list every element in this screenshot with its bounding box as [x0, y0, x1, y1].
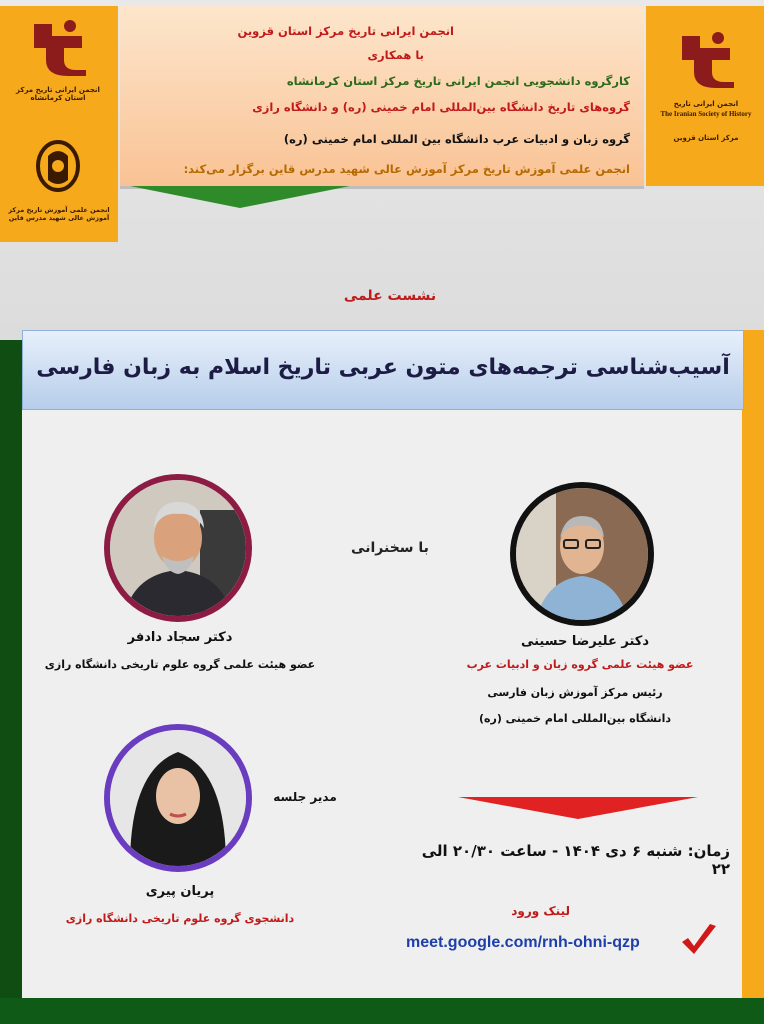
moderator-role-1: دانشجوی گروه علوم تاریخی دانشگاه رازی	[65, 912, 295, 925]
with-speech-label: با سخنرانی	[351, 540, 429, 556]
left-top-logo-text: انجمن ایرانی تاریخ مرکز استان کرمانشاه	[16, 86, 100, 102]
speaker1-role-1: عضو هیئت علمی گروه زبان و ادبیات عرب	[466, 658, 694, 671]
left-logo-panel	[0, 6, 118, 242]
event-type: نشست علمی	[343, 288, 437, 304]
moderator-name: پریان پیری	[145, 884, 215, 899]
speaker1-name: دکتر علیرضا حسینی	[520, 634, 650, 649]
education-logo-icon	[30, 136, 86, 200]
right-logo-panel	[646, 6, 764, 186]
speaker2-photo	[104, 474, 252, 622]
speaker1-role-2: رئیس مرکز آموزش زبان فارسی	[487, 686, 663, 699]
right-orange-bar	[742, 330, 764, 1024]
right-logo-fa: انجمن ایرانی تاریخ	[673, 100, 739, 108]
moderator-label: مدیر جلسه	[273, 790, 337, 804]
header-line-4: گروه‌های تاریخ دانشگاه بین‌المللی امام خمینی (ره) و دانشگاه رازی	[252, 100, 630, 114]
right-margin	[764, 0, 774, 1024]
person-icon	[110, 480, 246, 616]
person-icon	[110, 730, 246, 866]
speaker2-name: دکتر سجاد دادفر	[127, 630, 233, 645]
title-band	[22, 330, 744, 410]
right-logo-en: The Iranian Society of History	[660, 110, 752, 118]
person-icon	[516, 488, 648, 620]
header-green-triangle	[130, 186, 350, 208]
header-line-6: انجمن علمی آموزش تاریخ مرکز آموزش عالی شهید مدرس قاین برگزار می‌کند:	[183, 162, 630, 176]
bottom-green-bar	[0, 998, 764, 1024]
speaker1-photo	[510, 482, 654, 626]
header-band	[120, 6, 644, 189]
link-label: لینک ورود	[511, 904, 570, 918]
speaker2-role-1: عضو هیئت علمی گروه علوم تاریخی دانشگاه رازی	[44, 658, 316, 671]
header-line-2: با همکاری	[367, 48, 424, 62]
red-triangle-divider	[458, 797, 698, 819]
header-line-3: کارگروه دانشجویی انجمن ایرانی تاریخ مرکز استان کرمانشاه	[286, 74, 630, 88]
meeting-link[interactable]: meet.google.com/rnh-ohni-qzp	[406, 934, 640, 951]
checkmark-icon	[678, 920, 720, 962]
iranian-society-logo-icon	[672, 28, 742, 92]
moderator-photo	[104, 724, 252, 872]
left-green-bar	[0, 340, 22, 1024]
event-title: آسیب‌شناسی ترجمه‌های متون عربی تاریخ اسلام به زبان فارسی	[36, 355, 730, 380]
left-bottom-logo-text: انجمن علمی آموزش تاریخ مرکز آموزش عالی شهید مدرس قاین	[8, 206, 110, 222]
society-logo-icon	[24, 16, 94, 80]
header-line-1: انجمن ایرانی تاریخ مرکز استان قزوین	[237, 24, 454, 38]
event-datetime: زمان: شنبه ۶ دی ۱۴۰۴ - ساعت ۲۰/۳۰ الی ۲۲	[421, 842, 730, 878]
header-line-5: گروه زبان و ادبیات عرب دانشگاه بین المللی امام خمینی (ره)	[283, 132, 630, 146]
speaker1-role-3: دانشگاه بین‌المللی امام خمینی (ره)	[478, 712, 672, 725]
right-logo-sub: مرکز استان قزوین	[673, 134, 739, 142]
